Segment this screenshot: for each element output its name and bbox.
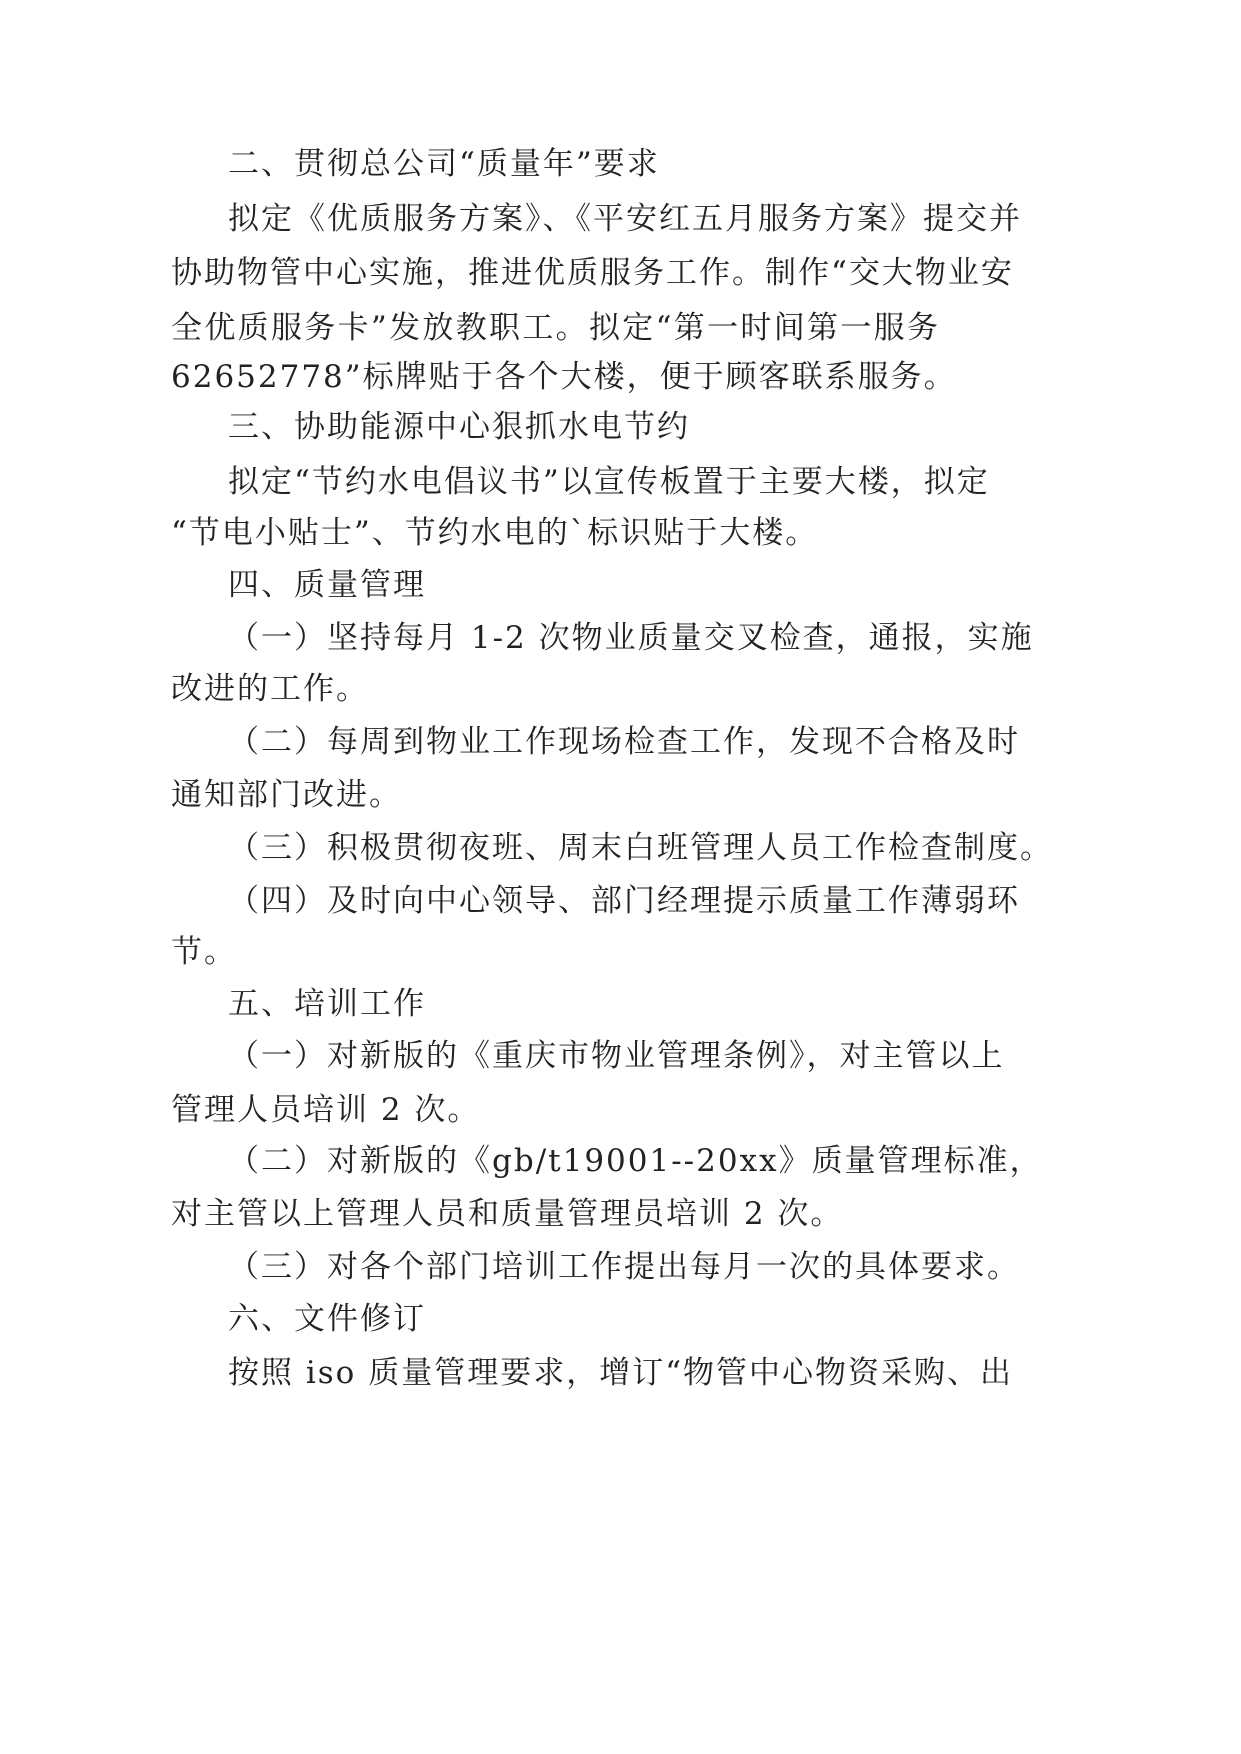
heading-6: 六、文件修订	[228, 1301, 426, 1337]
paragraph-line: 62652778”标牌贴于各个大楼，便于顾客联系服务。	[171, 359, 957, 395]
paragraph-line: （一）对新版的《重庆市物业管理条例》，对主管以上	[228, 1038, 1005, 1074]
paragraph-line: （三）积极贯彻夜班、周末白班管理人员工作检查制度。	[228, 830, 1053, 866]
heading-4: 四、质量管理	[228, 567, 426, 603]
paragraph-line: “节电小贴士”、节约水电的`标识贴于大楼。	[171, 515, 819, 551]
paragraph-line: 按照 iso 质量管理要求，增订“物管中心物资采购、出	[228, 1355, 1014, 1391]
paragraph-line: 拟定“节约水电倡议书”以宣传板置于主要大楼，拟定	[228, 464, 990, 500]
heading-2: 二、贯彻总公司“质量年”要求	[228, 146, 660, 182]
paragraph-line: 全优质服务卡”发放教职工。拟定“第一时间第一服务	[171, 310, 940, 346]
paragraph-line: （一）坚持每月 1-2 次物业质量交叉检查，通报，实施	[228, 620, 1034, 656]
paragraph-line: （四）及时向中心领导、部门经理提示质量工作薄弱环	[228, 883, 1020, 919]
paragraph-line: （三）对各个部门培训工作提出每月一次的具体要求。	[228, 1249, 1020, 1285]
paragraph-line: 改进的工作。	[171, 671, 369, 707]
heading-3: 三、协助能源中心狠抓水电节约	[228, 409, 690, 445]
paragraph-line: 协助物管中心实施，推进优质服务工作。制作“交大物业安	[171, 255, 1014, 291]
paragraph-line: 通知部门改进。	[171, 777, 402, 813]
paragraph-line: 节。	[171, 934, 237, 970]
heading-5: 五、培训工作	[228, 986, 426, 1022]
paragraph-line: （二）每周到物业工作现场检查工作，发现不合格及时	[228, 724, 1020, 760]
paragraph-line: 对主管以上管理人员和质量管理员培训 2 次。	[171, 1196, 844, 1232]
paragraph-line: 拟定《优质服务方案》、《平安红五月服务方案》提交并	[228, 201, 1022, 237]
paragraph-line: （二）对新版的《gb/t19001--20xx》质量管理标准，	[228, 1143, 1043, 1179]
paragraph-line: 管理人员培训 2 次。	[171, 1092, 481, 1128]
